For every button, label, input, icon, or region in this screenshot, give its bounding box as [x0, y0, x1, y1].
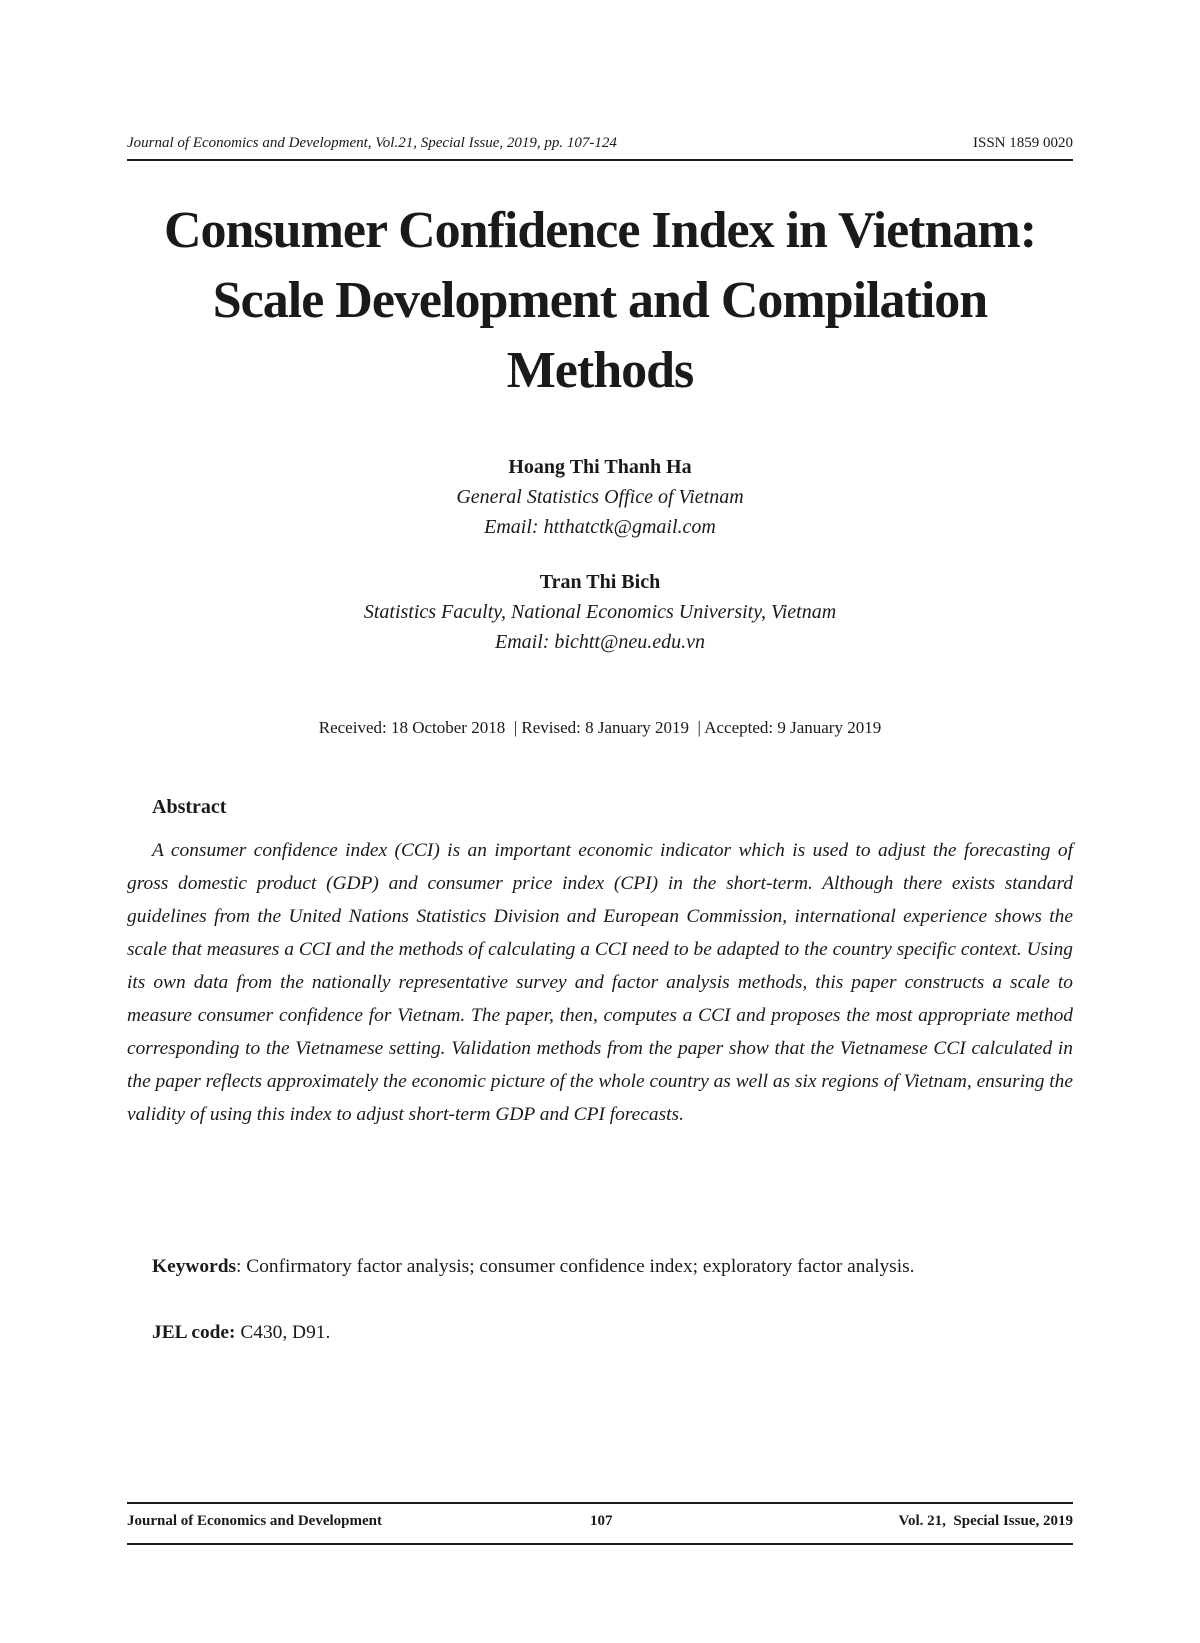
author-email: Email: htthatctk@gmail.com [484, 516, 716, 538]
journal-citation: Journal of Economics and Development, Vol.21, Special Issue, 2019, pp. 107-124 [127, 135, 617, 151]
footer-divider-bottom [127, 1543, 1073, 1545]
jel-label: JEL code: [152, 1322, 236, 1343]
footer-volume: Vol. 21, Special Issue, 2019 [898, 1513, 1073, 1529]
page-number: 107 [590, 1513, 613, 1529]
jel-text: C430, D91. [235, 1322, 331, 1343]
footer-journal: Journal of Economics and Development [127, 1513, 382, 1529]
author-name: Hoang Thi Thanh Ha [508, 456, 692, 478]
running-header [127, 131, 1073, 161]
issn-number: ISSN 1859 0020 [972, 135, 1073, 151]
title-line: Consumer Confidence Index in Vietnam: [163, 202, 1037, 259]
author-block [200, 567, 1000, 657]
keywords-label: Keywords [152, 1256, 237, 1277]
paper-title [100, 196, 1100, 406]
jel-code [152, 1322, 330, 1344]
author-email: Email: bichtt@neu.edu.vn [494, 631, 705, 653]
keywords-text: : Confirmatory factor analysis; consumer confidence index; exploratory factor analysis. [236, 1256, 915, 1277]
author-affiliation: General Statistics Office of Vietnam [456, 486, 744, 508]
abstract-heading: Abstract [152, 796, 227, 818]
author-affiliation: Statistics Faculty, National Economics University, Vietnam [363, 601, 837, 623]
title-line: Scale Development and Compilation [212, 272, 988, 329]
keywords-paragraph [127, 1250, 1073, 1283]
submission-dates: Received: 18 October 2018 | Revised: 8 January 2019 | Accepted: 9 January 2019 [318, 718, 882, 737]
footer-divider-top [127, 1502, 1073, 1504]
title-line: Methods [506, 342, 694, 399]
abstract-text: A consumer confidence index (CCI) is an important economic indicator which is used to adjust the forecasting of gross domestic product (GDP) and consumer price index (CPI) in the short-term. Although there exists standard guidelines from the United Nations Statistics Division and European Commission, international experience shows the scale that measures a CCI and the methods of calculating a CCI need to be adapted to the country specific context. Using its own data from the nationally representative survey and factor analysis methods, this paper constructs a scale to measure consumer confidence for Vietnam. The paper, then, computes a CCI and proposes the most appropriate method corresponding to the Vietnamese setting. Validation methods from the paper show that the Vietnamese CCI calculated in the paper reflects approximately the economic picture of the whole country as well as six regions of Vietnam, ensuring the validity of using this index to adjust short-term GDP and CPI forecasts. [127, 840, 1073, 1125]
page-footer [127, 1513, 1073, 1535]
author-name: Tran Thi Bich [539, 571, 661, 593]
author-block [200, 452, 1000, 542]
